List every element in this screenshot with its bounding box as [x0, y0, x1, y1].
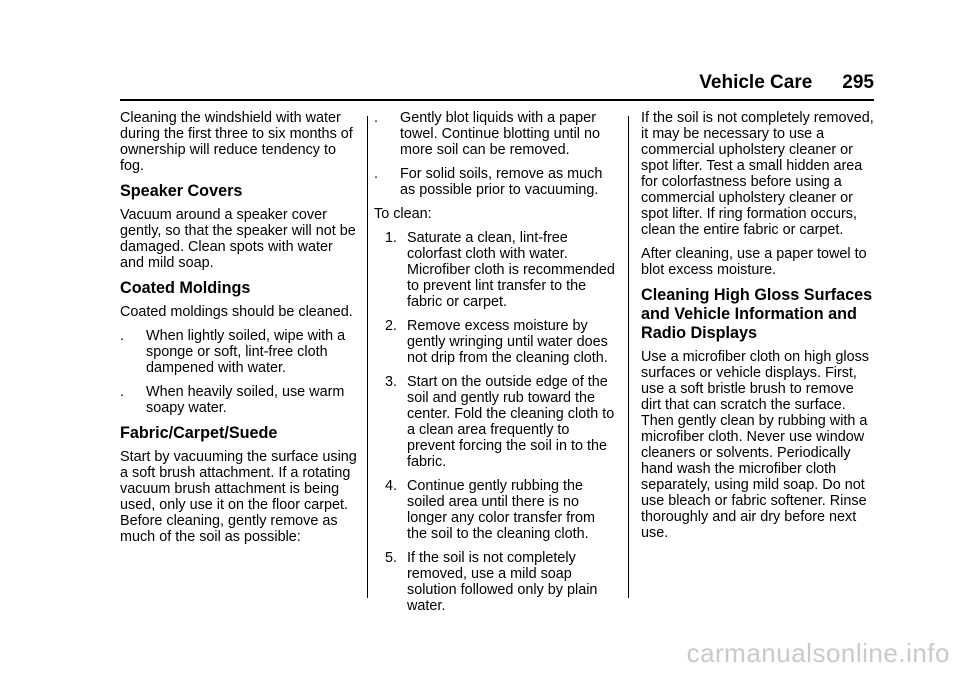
column-divider-1 [367, 116, 368, 598]
bullet-mark: . [374, 110, 378, 126]
coated-moldings-text: Coated moldings should be cleaned. [120, 304, 353, 320]
list-item [120, 384, 358, 416]
step-number: 4. [384, 478, 397, 494]
spot-lifter-paragraph: If the soil is not completely removed, it may be necessary to use a commercial upholstery cleaner or spot lifter. Test a small hidden area for colorfastness before using a commercial upholstery cleaner or spot lifter. If ring formation occurs, clean the entire fabric or carpet. [641, 110, 874, 238]
step-number: 1. [384, 230, 397, 246]
bullet-text: When heavily soiled, use warm soapy water. [146, 384, 345, 416]
bullet-text: Gently blot liquids with a paper towel. Continue blotting until no more soil can be removed. [400, 110, 601, 158]
column-right [641, 110, 877, 549]
bullet-text: When lightly soiled, wipe with a sponge or soft, lint-free cloth dampened with water. [146, 328, 346, 376]
list-item [374, 374, 616, 470]
column-middle [374, 110, 616, 622]
after-cleaning-paragraph: After cleaning, use a paper towel to blot excess moisture. [641, 246, 867, 278]
heading-coated-moldings: Coated Moldings [120, 279, 251, 297]
speaker-covers-text: Vacuum around a speaker cover gently, so that the speaker will not be damaged. Clean spots with water and mild soap. [120, 207, 356, 271]
list-item [374, 110, 616, 158]
page-number: 295 [842, 72, 874, 93]
step-text: Saturate a clean, lint-free colorfast cloth with water. Microfiber cloth is recommended to prevent lint transfer to the fabric or carpet. [407, 230, 615, 310]
step-number: 2. [384, 318, 397, 334]
list-item [374, 166, 616, 198]
heading-high-gloss: Cleaning High Gloss Surfaces and Vehicle Information and Radio Displays [641, 286, 873, 342]
bullet-text: For solid soils, remove as much as possible prior to vacuuming. [400, 166, 603, 198]
header-rule [120, 99, 874, 101]
list-item [374, 230, 616, 310]
bullet-mark: . [120, 384, 124, 400]
column-divider-2 [628, 116, 629, 598]
step-text: If the soil is not completely removed, use a mild soap solution followed only by plain water. [407, 550, 598, 614]
step-number: 3. [384, 374, 397, 390]
list-item [374, 318, 616, 366]
site-watermark: carmanualsonline.info [686, 638, 950, 668]
fabric-text: Start by vacuuming the surface using a soft brush attachment. If a rotating vacuum brush attachment is being used, only use it on the floor carpet. Before cleaning, gently remove as much of the soil as possible: [120, 449, 357, 545]
step-text: Start on the outside edge of the soil and gently rub toward the center. Fold the cleaning cloth to a clean area frequently to prevent forcing the soil in to the fabric. [407, 374, 615, 470]
list-item [374, 550, 616, 614]
step-number: 5. [384, 550, 397, 566]
page-header [120, 72, 874, 96]
list-item [120, 328, 358, 376]
column-left [120, 110, 358, 553]
step-text: Remove excess moisture by gently wringing until water does not drip from the cleaning cloth. [407, 318, 608, 366]
bullet-mark: . [120, 328, 124, 344]
heading-speaker-covers: Speaker Covers [120, 182, 243, 200]
list-item [374, 478, 616, 542]
high-gloss-text: Use a microfiber cloth on high gloss surfaces or vehicle displays. First, use a soft bristle brush to remove dirt that can scratch the surface. Then gently clean by rubbing with a microfiber cloth. Never use window cleaners or solvents. Periodically hand wash the microfiber cloth separately, using mild soap. Do not use bleach or fabric softener. Rinse thoroughly and air dry before next use. [641, 349, 869, 541]
to-clean-label: To clean: [374, 206, 432, 222]
bullet-mark: . [374, 166, 378, 182]
heading-fabric-carpet-suede: Fabric/Carpet/Suede [120, 424, 278, 442]
section-title: Vehicle Care [699, 72, 813, 93]
step-text: Continue gently rubbing the soiled area until there is no longer any color transfer from the soil to the cleaning cloth. [407, 478, 595, 542]
intro-paragraph: Cleaning the windshield with water during the first three to six months of ownership will reduce tendency to fog. [120, 110, 353, 174]
